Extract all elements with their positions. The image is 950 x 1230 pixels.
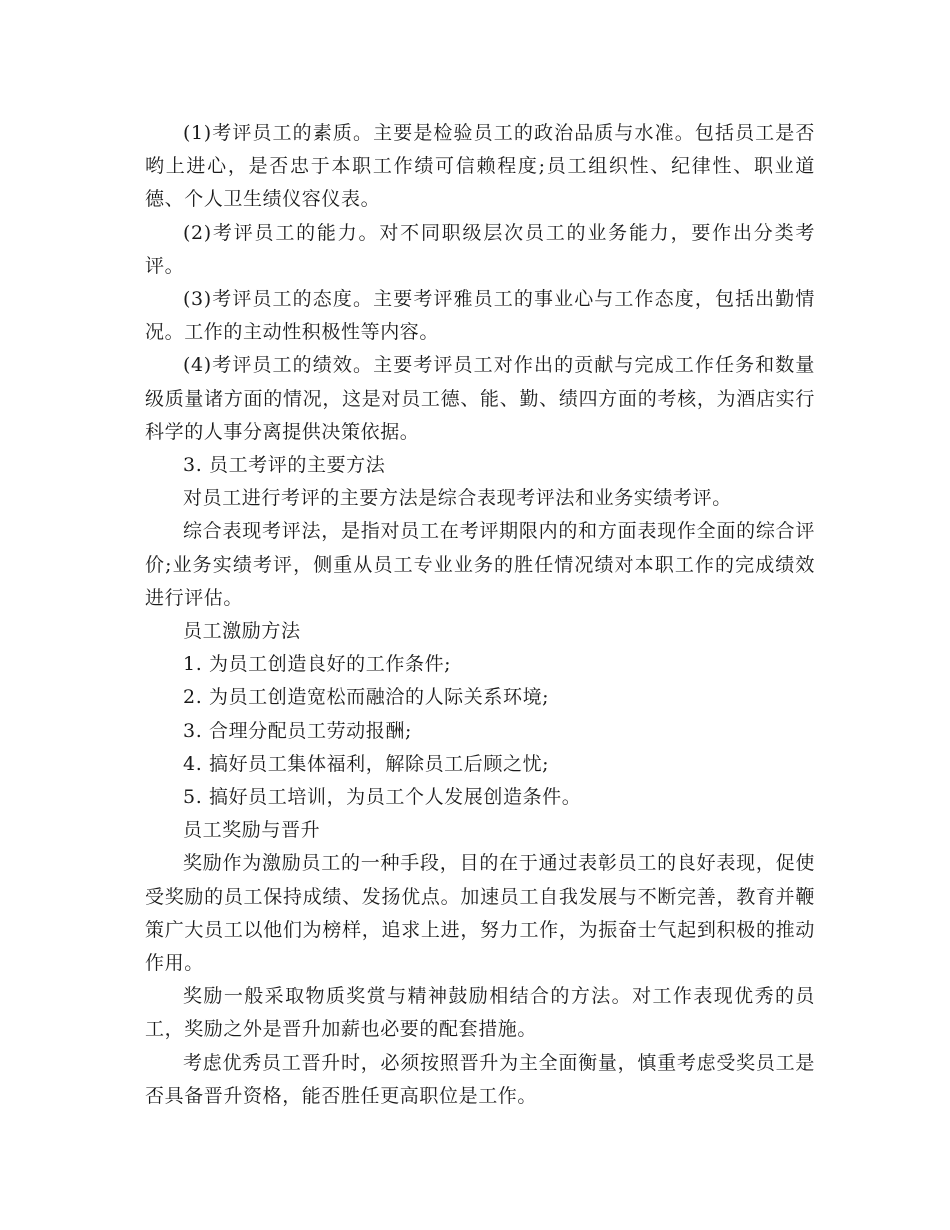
paragraph-attitude: (3)考评员工的态度。主要考评雅员工的事业心与工作态度，包括出勤情况。工作的主动性积极性等内容。: [145, 288, 815, 344]
heading-reward-promotion: 员工奖励与晋升: [183, 819, 321, 842]
paragraph-quality: (1)考评员工的素质。主要是检验员工的政治品质与水准。包括员工是否哟上进心，是否忠于本职工作绩可信赖程度;员工组织性、纪律性、职业道德、个人卫生绩仪容仪表。: [145, 122, 815, 211]
paragraph-reward-purpose: 奖励作为激励员工的一种手段，目的在于通过表彰员工的良好表现，促使受奖励的员工保持成绩、发扬优点。加速员工自我发展与不断完善，教育并鞭策广大员工以他们为榜样，追求上进，努力工作，为振奋士气起到积极的推动作用。: [145, 852, 815, 975]
paragraph-performance: (4)考评员工的绩效。主要考评员工对作出的贡献与完成工作任务和数量级质量诸方面的情况，这是对员工德、能、勤、绩四方面的考核，为酒店实行科学的人事分离提供决策依据。: [145, 354, 815, 443]
paragraph-ability: (2)考评员工的能力。对不同职级层次员工的业务能力，要作出分类考评。: [145, 221, 815, 277]
heading-evaluation-methods: 3. 员工考评的主要方法: [183, 454, 386, 477]
list-item: 4. 搞好员工集体福利，解除员工后顾之忧;: [183, 752, 550, 775]
document-body: [145, 117, 815, 1113]
paragraph-reward-methods: 奖励一般采取物质奖赏与精神鼓励相结合的方法。对工作表现优秀的员工，奖励之外是晋升加薪也必要的配套措施。: [145, 985, 815, 1041]
paragraph-methods-detail: 综合表现考评法，是指对员工在考评期限内的和方面表现作全面的综合评价;业务实绩考评，侧重从员工专业业务的胜任情况绩对本职工作的完成绩效进行评估。: [145, 520, 815, 609]
list-item: 2. 为员工创造宽松而融洽的人际关系环境;: [183, 686, 550, 709]
paragraph-methods-intro: 对员工进行考评的主要方法是综合表现考评法和业务实绩考评。: [183, 487, 732, 510]
heading-incentive-methods: 员工激励方法: [183, 620, 301, 643]
paragraph-promotion: 考虑优秀员工晋升时，必须按照晋升为主全面衡量，慎重考虑受奖员工是否具备晋升资格，能否胜任更高职位是工作。: [145, 1051, 815, 1107]
list-item: 3. 合理分配员工劳动报酬;: [183, 719, 412, 742]
list-item: 1. 为员工创造良好的工作条件;: [183, 653, 452, 676]
list-item: 5. 搞好员工培训，为员工个人发展创造条件。: [183, 786, 582, 809]
